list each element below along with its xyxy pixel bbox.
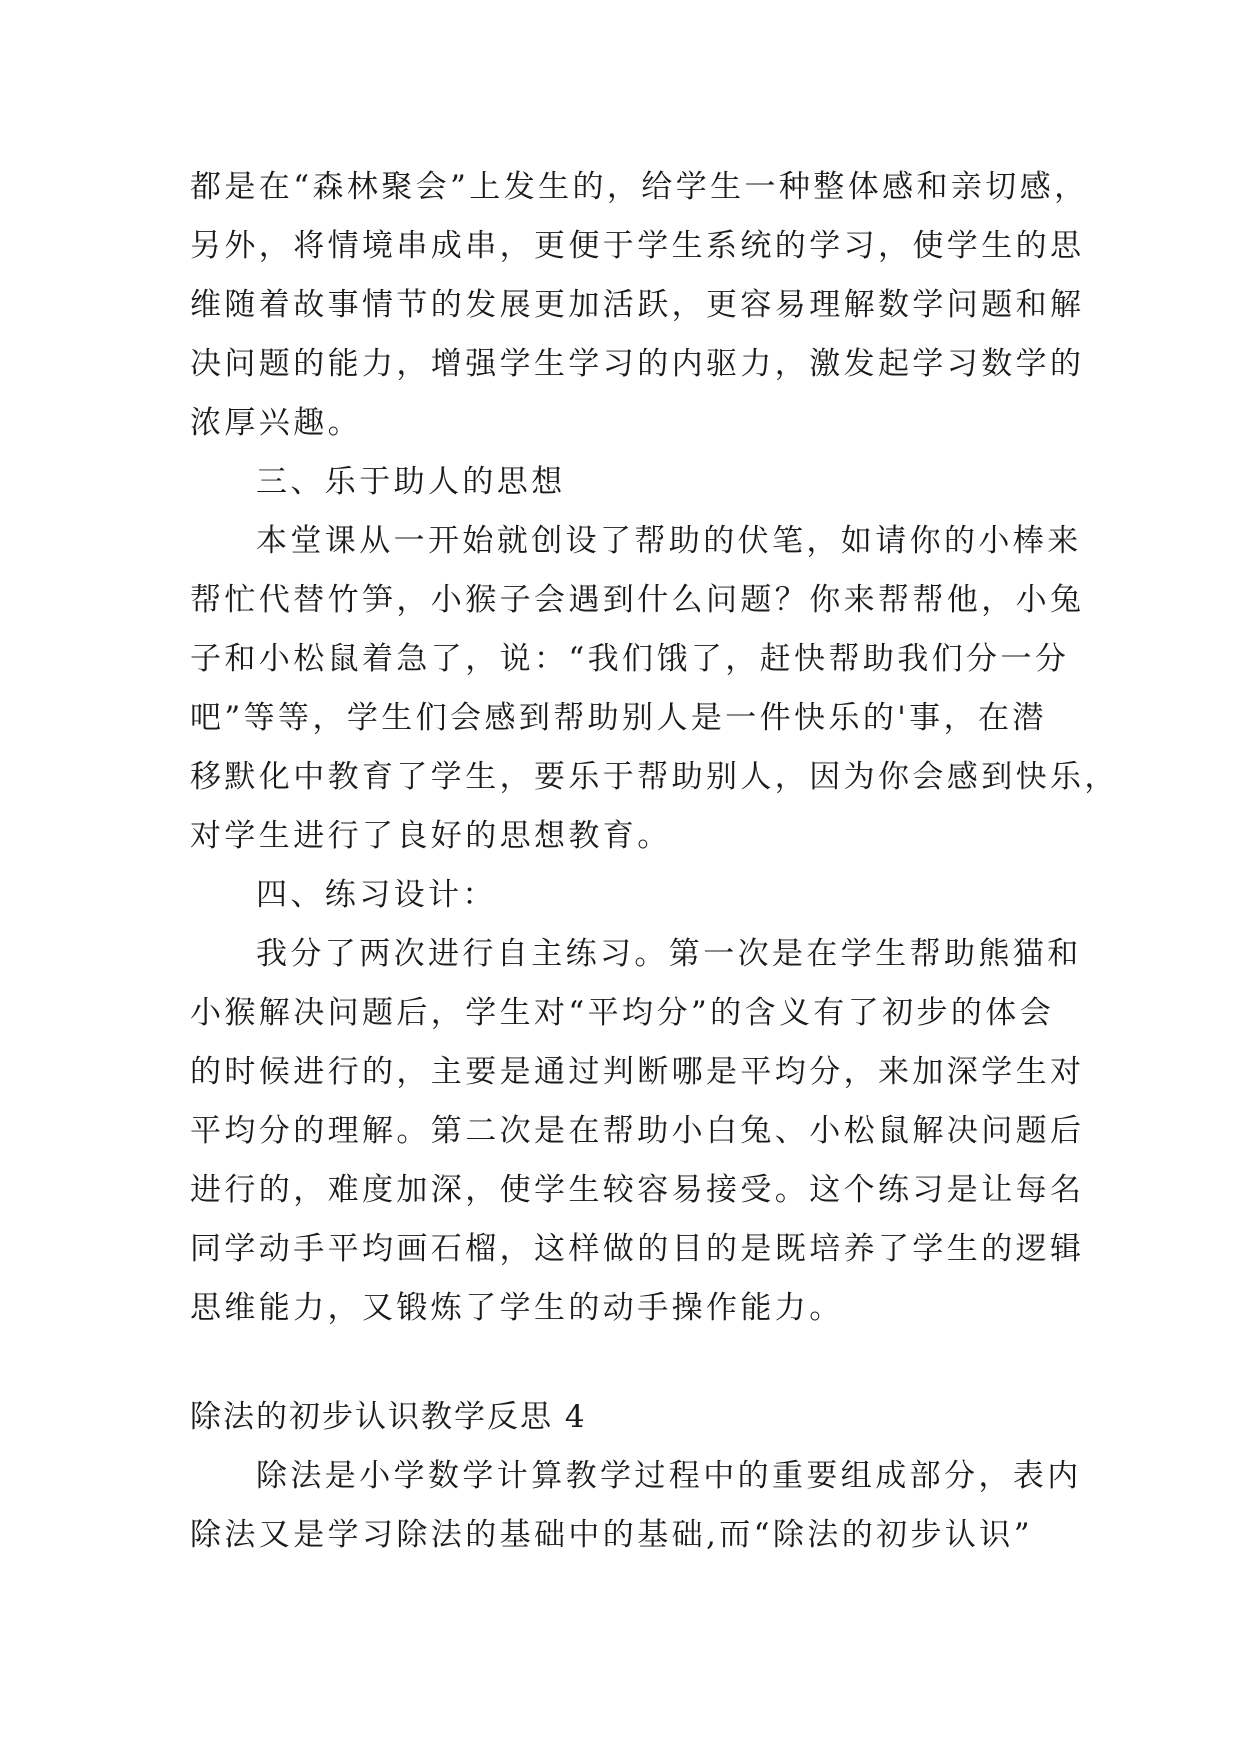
paragraph-line: 的时候进行的，主要是通过判断哪是平均分，来加深学生对 <box>190 1054 1085 1090</box>
paragraph-line: 都是在“森林聚会”上发生的，给学生一种整体感和亲切感， <box>190 169 1089 205</box>
paragraph-line: 帮忙代替竹笋，小猴子会遇到什么问题？你来帮帮他，小兔 <box>190 582 1085 618</box>
section-heading: 三、乐于助人的思想 <box>256 464 566 500</box>
article-title: 除法的初步认识教学反思 4 <box>190 1399 587 1435</box>
paragraph-spacer <box>190 1338 1050 1388</box>
document-body <box>190 158 1119 1565</box>
paragraph-line: 思维能力，又锻炼了学生的动手操作能力。 <box>190 1290 844 1326</box>
paragraph-line: 同学动手平均画石榴，这样做的目的是既培养了学生的逻辑 <box>190 1231 1085 1267</box>
paragraph-line: 浓厚兴趣。 <box>190 405 362 441</box>
paragraph-line: 子和小松鼠着急了，说：“我们饿了，赶快帮助我们分一分 <box>190 641 1070 677</box>
paragraph-line: 本堂课从一开始就创设了帮助的伏笔，如请你的小棒来 <box>256 523 1082 559</box>
paragraph-line: 除法是小学数学计算教学过程中的重要组成部分，表内 <box>256 1458 1082 1494</box>
paragraph-line: 移默化中教育了学生，要乐于帮助别人，因为你会感到快乐， <box>190 759 1119 795</box>
paragraph-line: 吧”等等，学生们会感到帮助别人是一件快乐的'事，在潜 <box>190 700 1047 736</box>
paragraph-line: 决问题的能力，增强学生学习的内驱力，激发起学习数学的 <box>190 346 1085 382</box>
paragraph-line: 平均分的理解。第二次是在帮助小白兔、小松鼠解决问题后 <box>190 1113 1085 1149</box>
paragraph-line: 对学生进行了良好的思想教育。 <box>190 818 672 854</box>
paragraph-line: 进行的，难度加深，使学生较容易接受。这个练习是让每名 <box>190 1172 1085 1208</box>
paragraph-line: 除法又是学习除法的基础中的基础,而“除法的初步认识” <box>190 1517 1033 1553</box>
section-heading: 四、练习设计： <box>256 877 497 913</box>
paragraph-line: 维随着故事情节的发展更加活跃，更容易理解数学问题和解 <box>190 287 1085 323</box>
paragraph-line: 另外，将情境串成串，更便于学生系统的学习，使学生的思 <box>190 228 1085 264</box>
paragraph-line: 小猴解决问题后，学生对“平均分”的含义有了初步的体会 <box>190 995 1055 1031</box>
paragraph-line: 我分了两次进行自主练习。第一次是在学生帮助熊猫和 <box>256 936 1082 972</box>
